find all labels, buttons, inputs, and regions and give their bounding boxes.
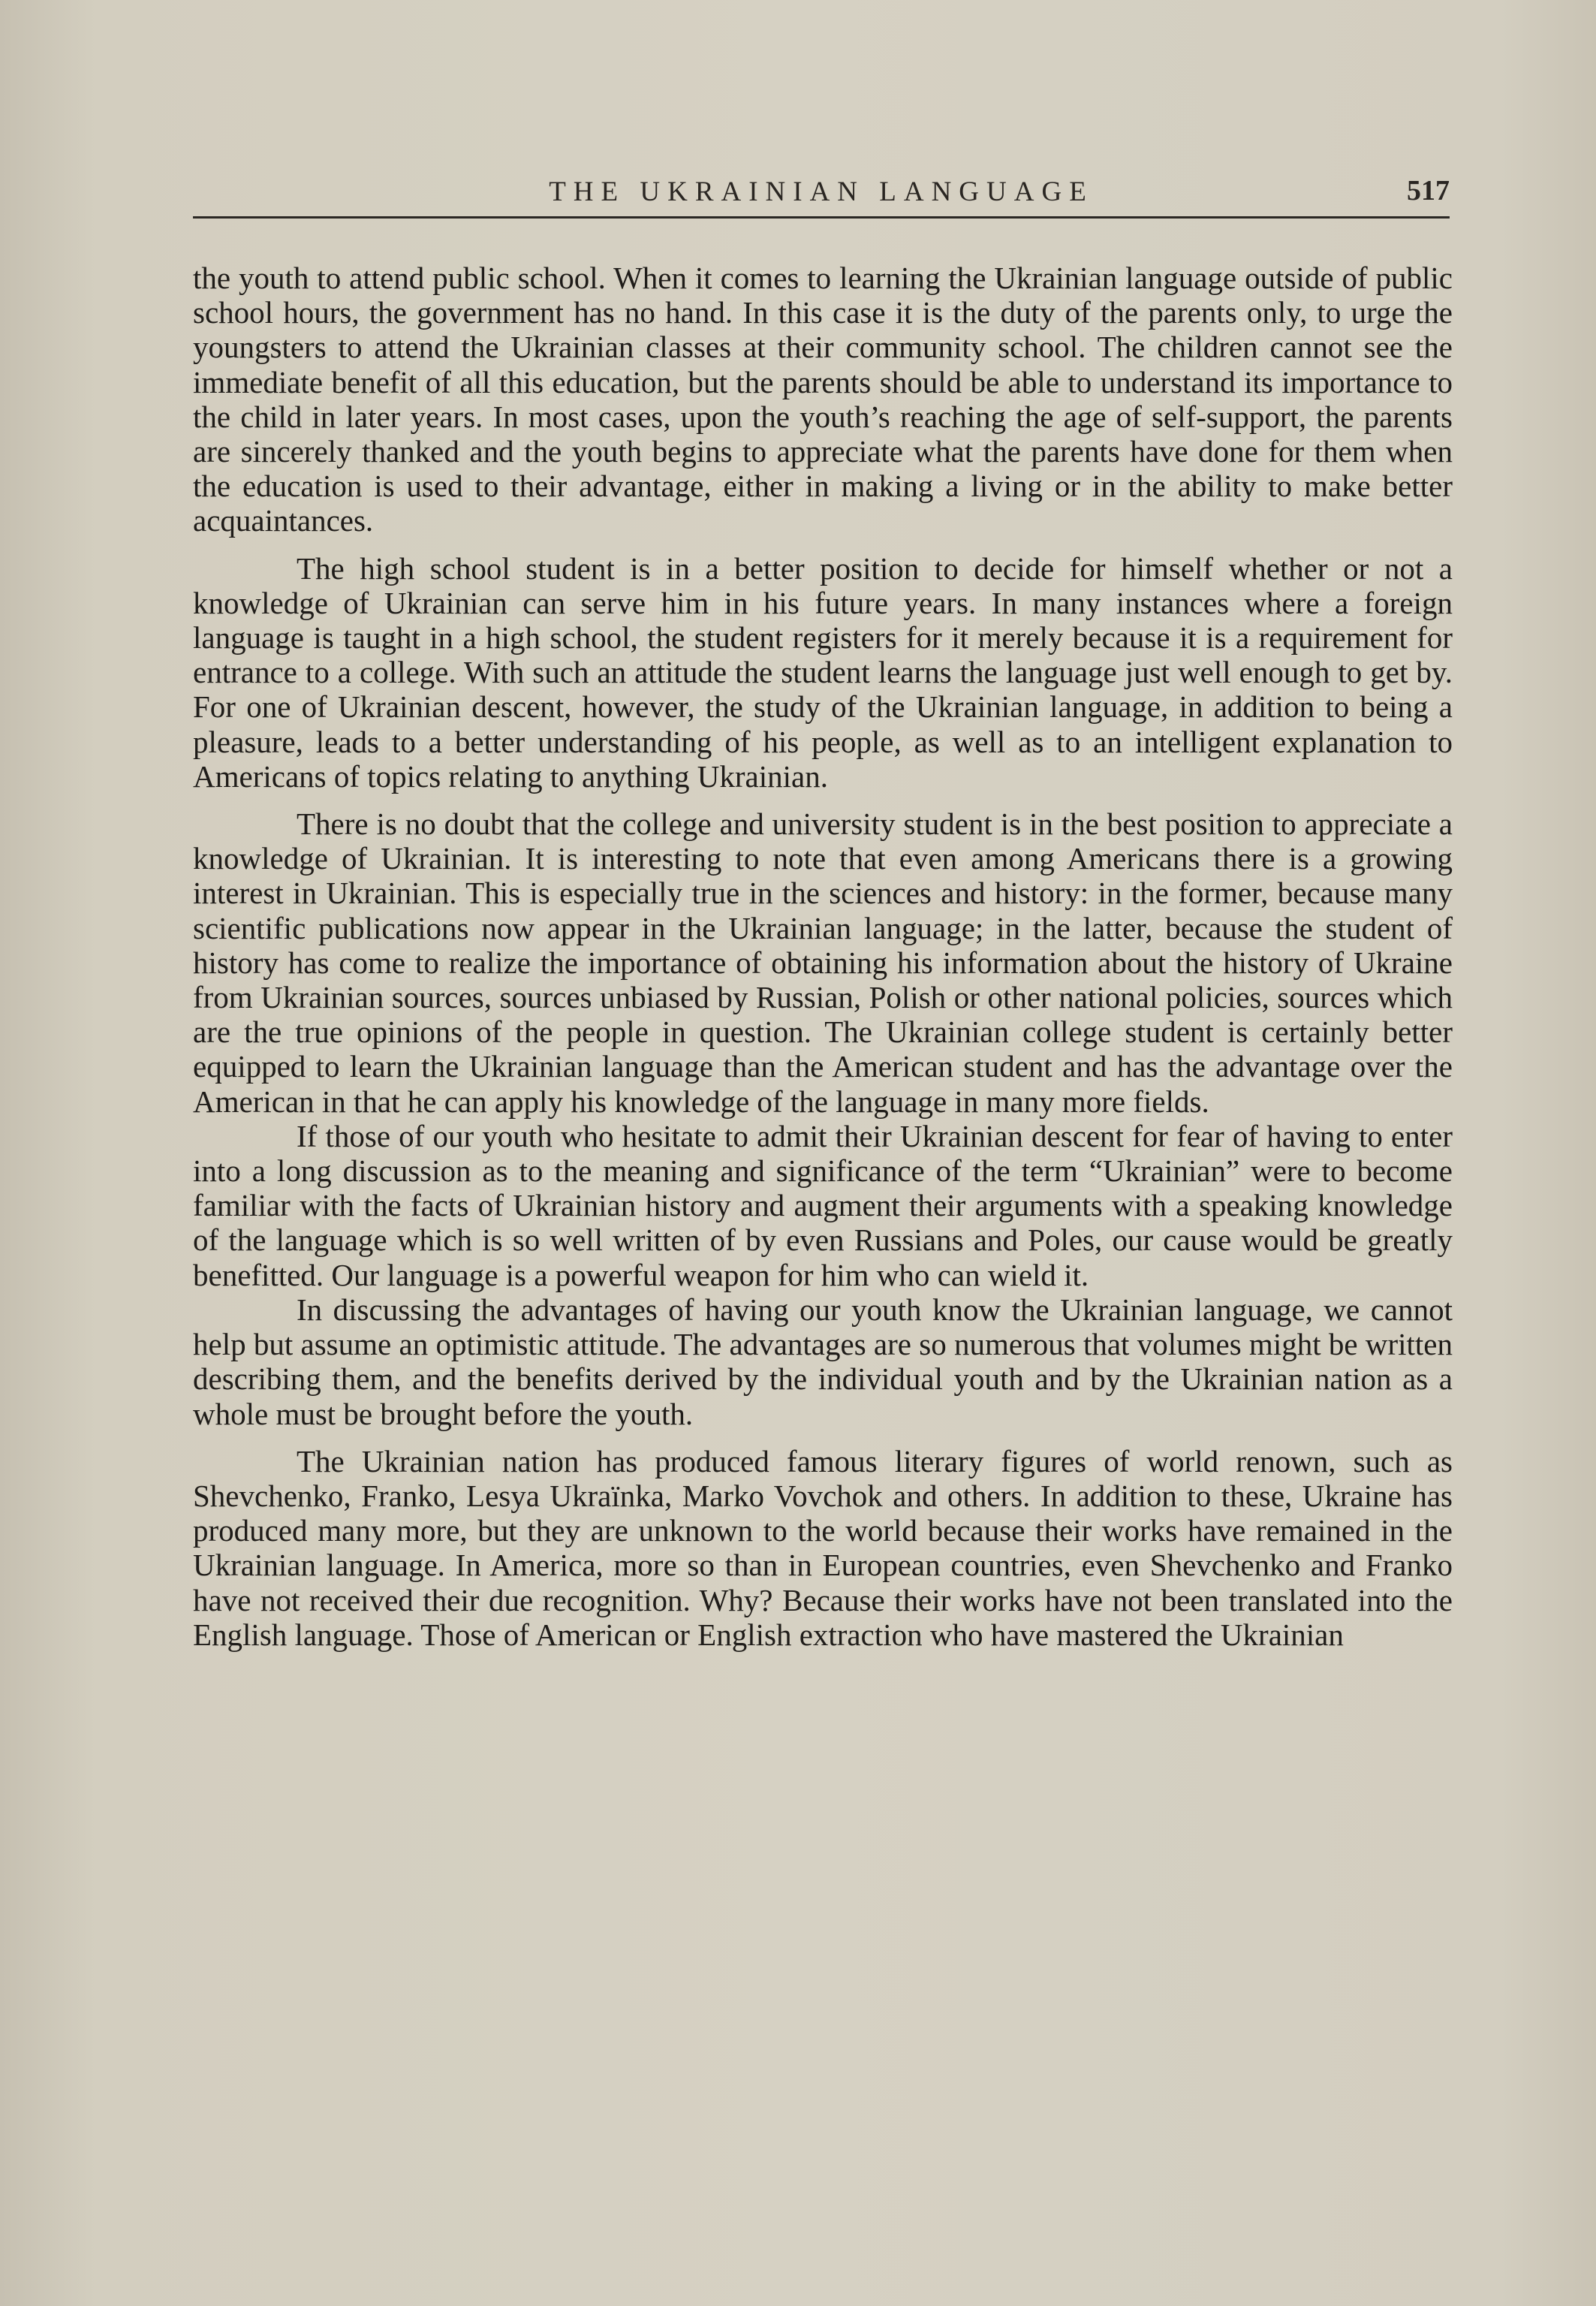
paragraph-college: There is no doubt that the college and university student is in the best position to appreciate a knowledge of Ukrainian. It is interesting to note that even among Americans there is a growing interest in Ukrainian. This is especially true in the sciences and history: in the former, because many scientific publications now appear in the Ukrainian language; in the latter, because the student of history has come to realize the importance of obtaining his information about the history of Ukraine from Ukrainian sources, sources unbiased by Russian, Polish or other national policies, sources which are the true opinions of the people in question. The Ukrainian college student is certainly better equipped to learn the Ukrainian language than the American student and has the advantage over the American in that he can apply his knowledge of the language in many more fields. xyxy=(193,806,1453,1119)
running-title: THE UKRAINIAN LANGUAGE xyxy=(549,176,1094,207)
paragraph-high-school: The high school student is in a better position to decide for himself whether or not a knowledge of Ukrainian can serve him in his future years. In many instances where a foreign language is taught in a high school, the student registers for it merely because it is a requirement for entrance to a college. With such an attitude the student learns the language just well enough to get by. For one of Ukrainian descent, however, the study of the Ukrainian language, in addition to being a pleasure, leads to a better understanding of his people, as well as to an intelligent explanation to Americans of topics relating to anything Ukrainian. xyxy=(193,550,1453,794)
page-number: 517 xyxy=(1407,175,1450,206)
paragraph-descent: If those of our youth who hesitate to admit their Ukrainian descent for fear of having to enter into a long discussion as to the meaning and significance of the term “Ukrainian” were to become familiar with the facts of Ukrainian history and augment their arguments with a speaking knowledge of the language which is so well written of by even Russians and Poles, our cause would be greatly benefitted. Our language is a powerful weapon for him who can wield it. xyxy=(193,1118,1453,1292)
running-header xyxy=(193,171,1450,219)
paragraph-continued: the youth to attend public school. When it comes to learning the Ukrainian language outside of public school hours, the government has no hand. In this case it is the duty of the parents only, to urge the youngsters to attend the Ukrainian classes at their community school. The children cannot see the immediate benefit of all this education, but the parents should be able to understand its importance to the child in later years. In most cases, upon the youth’s reaching the age of self-support, the parents are sincerely thanked and the youth begins to appreciate what the parents have done for them when the education is used to their advantage, either in making a living or in the ability to make better acquaintances. xyxy=(193,261,1453,538)
paragraph-literary-figures: The Ukrainian nation has produced famous literary figures of world renown, such as Shevchenko, Franko, Lesya Ukraïnka, Marko Vovchok and others. In addition to these, Ukraine has produced many more, but they are unknown to the world because their works have remained in the Ukrainian language. In America, more so than in European countries, even Shevchenko and Franko have not received their due recognition. Why? Because their works have not been translated into the English language. Those of American or English extraction who have mastered the Ukrainian xyxy=(193,1443,1453,1652)
paragraph-advantages: In discussing the advantages of having our youth know the Ukrainian language, we cannot help but assume an optimistic attitude. The advantages are so numerous that volumes might be written describing them, and the benefits derived by the individual youth and by the Ukrainian nation as a whole must be brought before the youth. xyxy=(193,1292,1453,1431)
body-text xyxy=(193,261,1453,1652)
